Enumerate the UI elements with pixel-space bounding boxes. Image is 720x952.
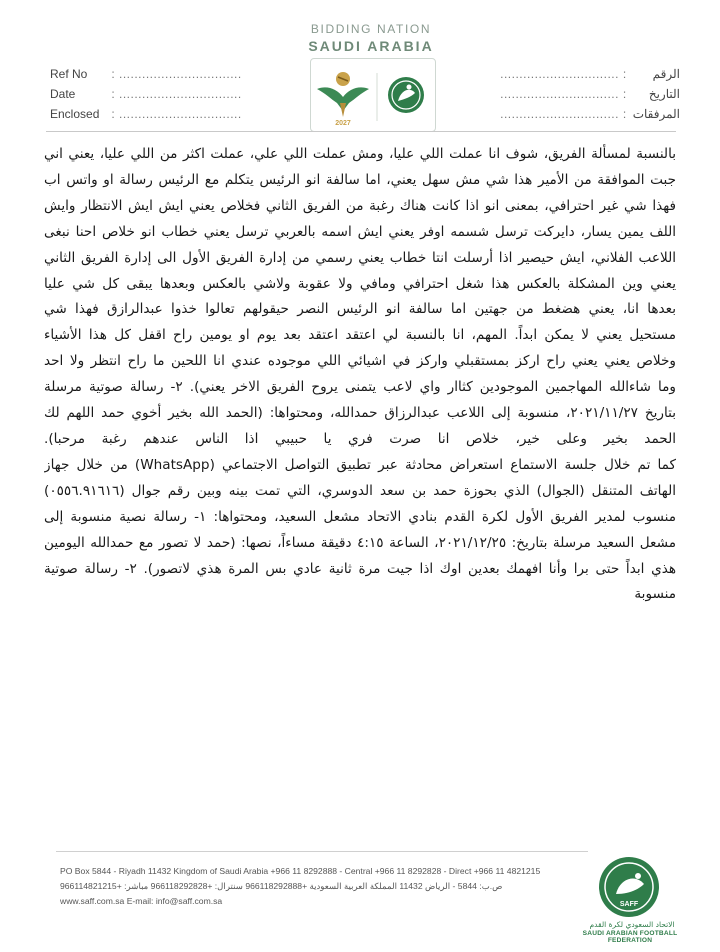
saff-name-en: SAUDI ARABIAN FOOTBALL FEDERATION (582, 930, 678, 944)
letter-body (44, 142, 676, 837)
footer-divider (56, 851, 588, 852)
bid-title-line1: BIDDING NATION (310, 22, 432, 36)
enclosed-value: : ................................ (111, 107, 242, 121)
bid-logo-box (310, 58, 436, 132)
date-ar-label: التاريخ (648, 87, 680, 101)
saff-logo-icon (598, 856, 660, 918)
date-field (50, 87, 242, 101)
body-paragraph-2: كما تم خلال جلسة الاستماع استعراض محادثة عبر تطبيق التواصل الاجتماعي (WhatsApp) من خلال جهاز الهاتف المتنقل (الجوال) الذي بحوزة حمد بن سعد الدوسري، التي تمت بينه وبين رقم جوال (٠٥٥٦.٩١٦١٦) منسوب لمدير الفريق الأول لكرة القدم بنادي الاتحاد مشعل السعيد، ومحتواها: ١- رسالة نصية منسوبة إلى مشعل السعيد مرسلة بتاريخ: ٢٠٢١/١٢/٢٥، الساعة ٤:١٥ دقيقة مساءاً، نصها: (حمد لا تصور مع حمدالله اليومين هذي ابداً حتى برا وأنا افهمك بعدين اوك اذا جيت مرة ثانية عادي بس المرة هذي لاتصور). ٢- رسالة صوتية منسوبة (44, 456, 676, 603)
footer-address-en: PO Box 5844 - Riyadh 11432 Kingdom of Saudi Arabia +966 11 8292888 - Central +966 11 8292828 - Direct +966 11 4821215 (60, 866, 541, 876)
body-paragraph-1: بالنسبة لمسألة الفريق، شوف انا عملت اللي عليا، ومش عملت اللي علي، عملت اكثر من اللي عليا، يعني اني جبت الموافقة من الأمير هذا شي مش سهل يعني، اما سالفة انو الرئيس يتكلم مع الرئيس رسالة او واتس اب فهذا شي غير احترافي، بمعنى انو اذا كانت هناك رغبة من الفريق الثاني فخلاص يعني ايش ايش الانتظار وايش اللف يمين يسار، دايركت ترسل شسمه اوفر يعني ايش اسمه بالعربي ترسل يعني خطاب انو خلاص احنا نبغى اللاعب الفلاني، ايش حيصير اذا أرسلت انتا خطاب يعني رسمي من إدارة الفريق الأول الى إدارة الفريق الثاني يعني وين المشكلة بالعكس هذا شغل احترافي ومافي ولا عقوبة ولاشي بالعكس وبعدها يبقى كل شي عليا بعدها انا، يعني هضغط من جهتين اما سالفة انو الرئيس النصر حيقولهم تعالوا خذوا عبدالرازق فهذا شي مستحيل يعني لا يمكن ابداً. المهم، انا بالنسبة لي اعتقد اعتقد بعد يوم او يومين راح اقفل كل هذا الأشياء وخلاص يعني يعني راح اركز بمستقبلي واركز في اشيائي اللي موجوده عندي انا اللحين ما راح انتظر ولا احد وما شاءالله المهاجمين الموجودين كثاار واي لاعب يتمنى يروح الفريق الاخر يعني). ٢- رسالة صوتية مرسلة بتاريخ ٢٠٢١/١١/٢٧، منسوبة إلى اللاعب عبدالرزاق حمدالله، ومحتواها: (الحمد الله بخير أخوي حمد اللهم لك الحمد بخير وعلى خير، خلاص انا صرت فري يا حبيبي اذا الناس عندهم رغبة مرحبا). (44, 146, 676, 447)
bid-title-line2: SAUDI ARABIA (308, 38, 434, 54)
saff-name-ar: الاتحاد السعودي لكرة القدم (589, 920, 675, 929)
enclosed-ar-label: المرفقات (632, 107, 680, 121)
ref-no-label: Ref No (50, 67, 88, 81)
ref-no-ar-label: الرقم (652, 67, 680, 81)
saff-badge-text: SAFF (619, 901, 639, 908)
footer-address-ar: ص.ب: 5844 - الرياض 11432 المملكة العربية السعودية +966118292888 سنترال: +966118292828 مباشر: +966114821215 (60, 881, 503, 891)
falcon-emblem-icon (317, 72, 369, 117)
enclosed-label: Enclosed (50, 107, 100, 121)
header-divider (46, 131, 676, 132)
ref-no-ar-value: : ............................... (500, 67, 627, 81)
enclosed-ar-field (500, 107, 680, 121)
enclosed-ar-value: : ............................... (500, 107, 627, 121)
ref-no-value: : ................................ (111, 67, 242, 81)
bid-year: 2027 (335, 120, 351, 127)
date-ar-value: : ............................... (500, 87, 627, 101)
footer-web-email: www.saff.com.sa E-mail: info@saff.com.sa (60, 896, 223, 906)
date-value: : ................................ (111, 87, 242, 101)
enclosed-field (50, 107, 242, 121)
ref-no-field (50, 67, 242, 81)
ref-no-ar-field (500, 67, 680, 81)
saff-crest-icon (388, 77, 424, 113)
date-ar-field (500, 87, 680, 101)
bid-logo-graphic (311, 59, 435, 131)
date-label: Date (50, 87, 76, 101)
